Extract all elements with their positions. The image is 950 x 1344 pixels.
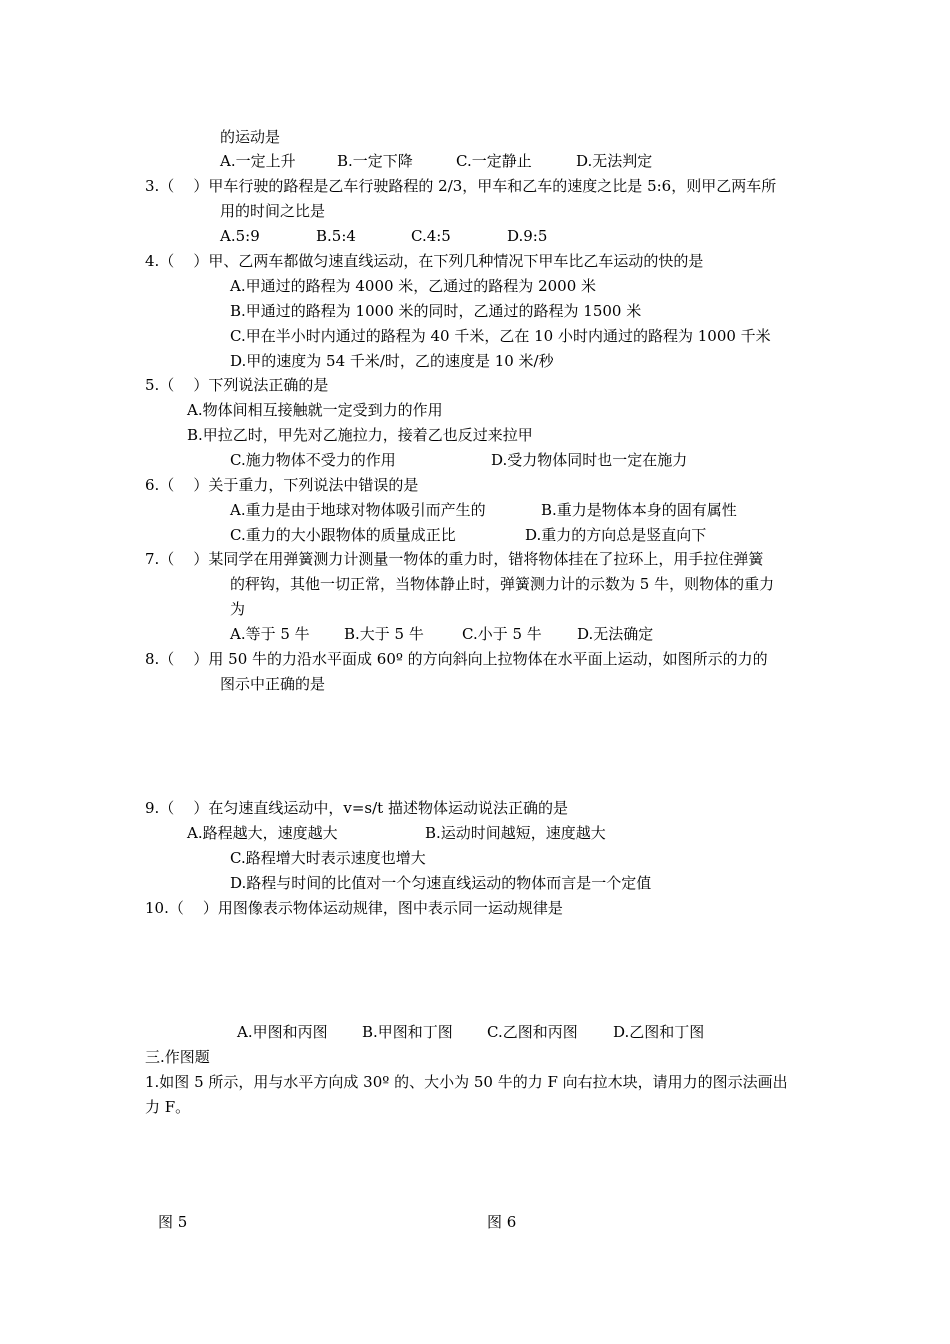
q9-option-a: A.路程越大，速度越大 [187, 824, 338, 842]
section3-problem1-line1: 1.如图 5 所示，用与水平方向成 30º 的、大小为 50 牛的力 F 向右拉木块，请用力的图示法画出 [145, 1073, 788, 1091]
q3-stem-line1: 3.（ ）甲车行驶的路程是乙车行驶路程的 2/3，甲车和乙车的速度之比是 5:6，则甲乙两车所 [145, 177, 777, 195]
q2-option-c: C.一定静止 [456, 152, 532, 170]
q2-continuation: 的运动是 [220, 128, 281, 146]
q7-option-a: A.等于 5 牛 [230, 625, 310, 643]
q7-stem-line2: 的秤钩，其他一切正常，当物体静止时，弹簧测力计的示数为 5 牛，则物体的重力 [230, 575, 775, 593]
q7-stem-line3: 为 [230, 600, 246, 618]
q4-option-d: D.甲的速度为 54 千米/时，乙的速度是 10 米/秒 [230, 352, 554, 370]
q4-option-c: C.甲在半小时内通过的路程为 40 千米，乙在 10 小时内通过的路程为 1000 千米 [230, 327, 771, 345]
q9-stem: 9.（ ）在匀速直线运动中，v=s/t 描述物体运动说法正确的是 [145, 799, 568, 817]
q8-stem-line1: 8.（ ）用 50 牛的力沿水平面成 60º 的方向斜向上拉物体在水平面上运动，如图所示的力的 [145, 650, 768, 668]
q10-option-b: B.甲图和丁图 [362, 1023, 453, 1041]
q5-stem: 5.（ ）下列说法正确的是 [145, 376, 329, 394]
q7-option-b: B.大于 5 牛 [344, 625, 424, 643]
q10-option-a: A.甲图和丙图 [237, 1023, 328, 1041]
q6-option-d: D.重力的方向总是竖直向下 [525, 526, 707, 544]
q4-option-a: A.甲通过的路程为 4000 米，乙通过的路程为 2000 米 [230, 277, 597, 295]
q3-option-a: A.5:9 [220, 227, 260, 245]
q5-option-b: B.甲拉乙时，甲先对乙施拉力，接着乙也反过来拉甲 [187, 426, 533, 444]
q7-option-d: D.无法确定 [577, 625, 654, 643]
q9-option-b: B.运动时间越短，速度越大 [425, 824, 606, 842]
q3-option-b: B.5:4 [316, 227, 356, 245]
q2-option-b: B.一定下降 [337, 152, 413, 170]
section3-title: 三.作图题 [145, 1048, 210, 1066]
q10-option-d: D.乙图和丁图 [613, 1023, 705, 1041]
figure-6-caption: 图 6 [487, 1213, 517, 1231]
q6-option-b: B.重力是物体本身的固有属性 [541, 501, 737, 519]
q3-option-d: D.9:5 [507, 227, 548, 245]
figure-5-caption: 图 5 [158, 1213, 188, 1231]
q10-option-c: C.乙图和丙图 [487, 1023, 578, 1041]
q10-stem: 10.（ ）用图像表示物体运动规律，图中表示同一运动规律是 [145, 899, 563, 917]
q9-option-c: C.路程增大时表示速度也增大 [230, 849, 426, 867]
q5-option-c: C.施力物体不受力的作用 [230, 451, 396, 469]
q6-stem: 6.（ ）关于重力，下列说法中错误的是 [145, 476, 419, 494]
q7-stem-line1: 7.（ ）某同学在用弹簧测力计测量一物体的重力时，错将物体挂在了拉环上，用手拉住弹簧 [145, 550, 764, 568]
q6-option-a: A.重力是由于地球对物体吸引而产生的 [230, 501, 486, 519]
q2-option-d: D.无法判定 [576, 152, 653, 170]
q2-option-a: A.一定上升 [220, 152, 296, 170]
q5-option-a: A.物体间相互接触就一定受到力的作用 [187, 401, 443, 419]
q4-option-b: B.甲通过的路程为 1000 米的同时，乙通过的路程为 1500 米 [230, 302, 642, 320]
q8-stem-line2: 图示中正确的是 [220, 675, 326, 693]
q7-option-c: C.小于 5 牛 [462, 625, 542, 643]
q5-option-d: D.受力物体同时也一定在施力 [491, 451, 688, 469]
section3-problem1-line2: 力 F。 [145, 1098, 191, 1116]
q3-stem-line2: 用的时间之比是 [220, 202, 326, 220]
q3-option-c: C.4:5 [411, 227, 451, 245]
q6-option-c: C.重力的大小跟物体的质量成正比 [230, 526, 456, 544]
q9-option-d: D.路程与时间的比值对一个匀速直线运动的物体而言是一个定值 [230, 874, 652, 892]
q4-stem: 4.（ ）甲、乙两车都做匀速直线运动，在下列几种情况下甲车比乙车运动的快的是 [145, 252, 704, 270]
